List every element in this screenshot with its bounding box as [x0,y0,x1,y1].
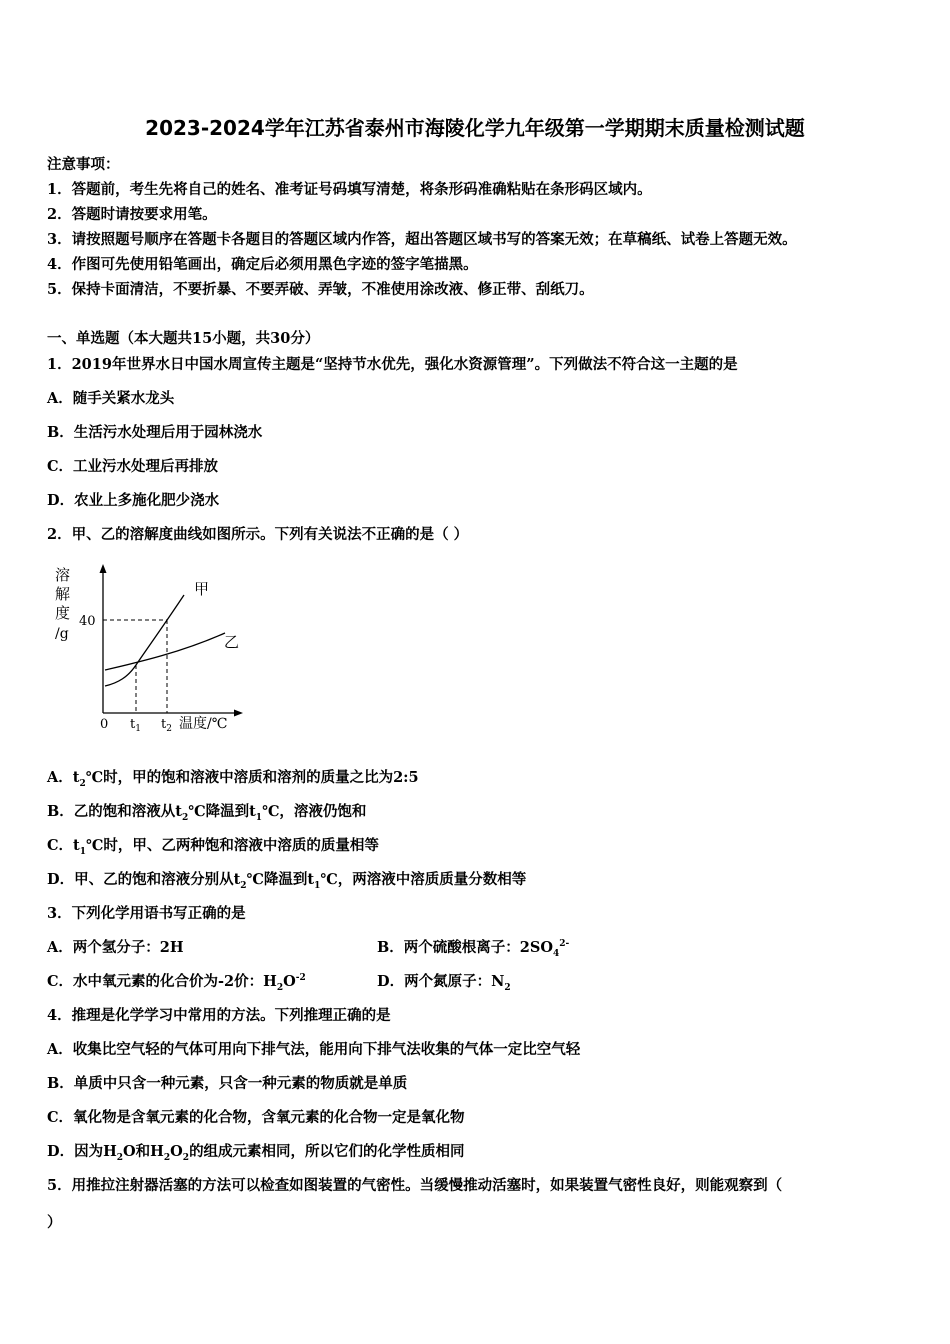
y-axis-label: 溶 [55,566,71,584]
page-title: 2023-2024学年江苏省泰州市海陵化学九年级第一学期期末质量检测试题 [145,116,805,140]
section-heading: 一、单选题（本大题共15小题，共30分） [47,330,320,347]
option-d: D．因为$H_2O$和$H_2O_2$的组成元素相同，所以它们的化学性质相同 [47,1143,465,1163]
y-axis-label: 度 [55,604,71,622]
option-a: A．两个氢分子：2H [47,939,184,956]
question-stem: 4．推理是化学学习中常用的方法。下列推理正确的是 [47,1007,391,1024]
option-a: A．$t_2℃$时，甲的饱和溶液中溶质和溶剂的质量之比为2:5 [47,769,419,789]
notice-item: 4．作图可先使用铅笔画出，确定后必须用黑色字迹的签字笔描黑。 [47,256,478,273]
x-axis-arrow [234,710,243,717]
notice-item: 3．请按照题号顺序在答题卡各题目的答题区域内作答，超出答题区域书写的答案无效；在草稿纸、试卷上答题无效。 [47,231,797,248]
option-a: A．随手关紧水龙头 [47,390,175,407]
y-axis-arrow [100,564,107,573]
option-d: D．甲、乙的饱和溶液分别从$t_2℃$降温到$t_1℃$，两溶液中溶质质量分数相等 [47,871,527,891]
question-stem: 1．2019年世界水日中国水周宣传主题是“坚持节水优先，强化水资源管理”。下列做法不符合这一主题的是 [47,356,738,373]
y-tick-label: 40 [79,614,96,629]
question-stem: 3．下列化学用语书写正确的是 [47,905,246,922]
question-stem-continued: ） [47,1214,62,1231]
notice-heading: 注意事项： [47,156,120,173]
option-a: A．收集比空气轻的气体可用向下排气法，能用向下排气法收集的气体一定比空气轻 [47,1041,581,1058]
curve-label-yi: 乙 [224,633,240,651]
option-b: B．两个硫酸根离子：$2SO_4^{2-}$ [377,939,570,959]
option-b: B．单质中只含一种元素，只含一种元素的物质就是单质 [47,1075,408,1092]
y-axis-label: 解 [55,585,71,603]
option-c: C．$t_1℃$时，甲、乙两种饱和溶液中溶质的质量相等 [47,837,379,857]
notice-item: 5．保持卡面清洁，不要折暴、不要弄破、弄皱，不准使用涂改液、修正带、刮纸刀。 [47,281,594,298]
curve-label-jia: 甲 [194,580,210,598]
option-c: C．水中氧元素的化合价为-2价：$H_2O^{-2}$ [47,973,306,993]
option-c: C．氧化物是含氧元素的化合物，含氧元素的化合物一定是氧化物 [47,1109,465,1126]
option-c: C．工业污水处理后再排放 [47,458,219,475]
t2-label: $t_2$ [161,717,172,734]
y-axis-label: /g [55,626,69,642]
x-axis-label: 温度/℃ [179,716,228,732]
notice-item: 2．答题时请按要求用笔。 [47,206,217,223]
question-stem: 5．用推拉注射器活塞的方法可以检查如图装置的气密性。当缓慢推动活塞时，如果装置气密性良好，则能观察到（ [47,1177,783,1194]
option-b: B．乙的饱和溶液从$t_2℃$降温到$t_1℃$，溶液仍饱和 [47,803,367,823]
curve-yi [105,633,225,670]
solubility-curve-graph [50,558,250,740]
option-b: B．生活污水处理后用于园林浇水 [47,424,263,441]
notice-item: 1．答题前，考生先将自己的姓名、准考证号码填写清楚，将条形码准确粘贴在条形码区域内。 [47,181,652,198]
option-d: D．两个氮原子：$N_2$ [377,973,511,993]
origin-label: 0 [100,717,109,732]
question-stem: 2．甲、乙的溶解度曲线如图所示。下列有关说法不正确的是（ ） [47,526,469,543]
t1-label: $t_1$ [130,717,141,734]
curve-jia [105,595,184,686]
option-d: D．农业上多施化肥少浇水 [47,492,220,509]
